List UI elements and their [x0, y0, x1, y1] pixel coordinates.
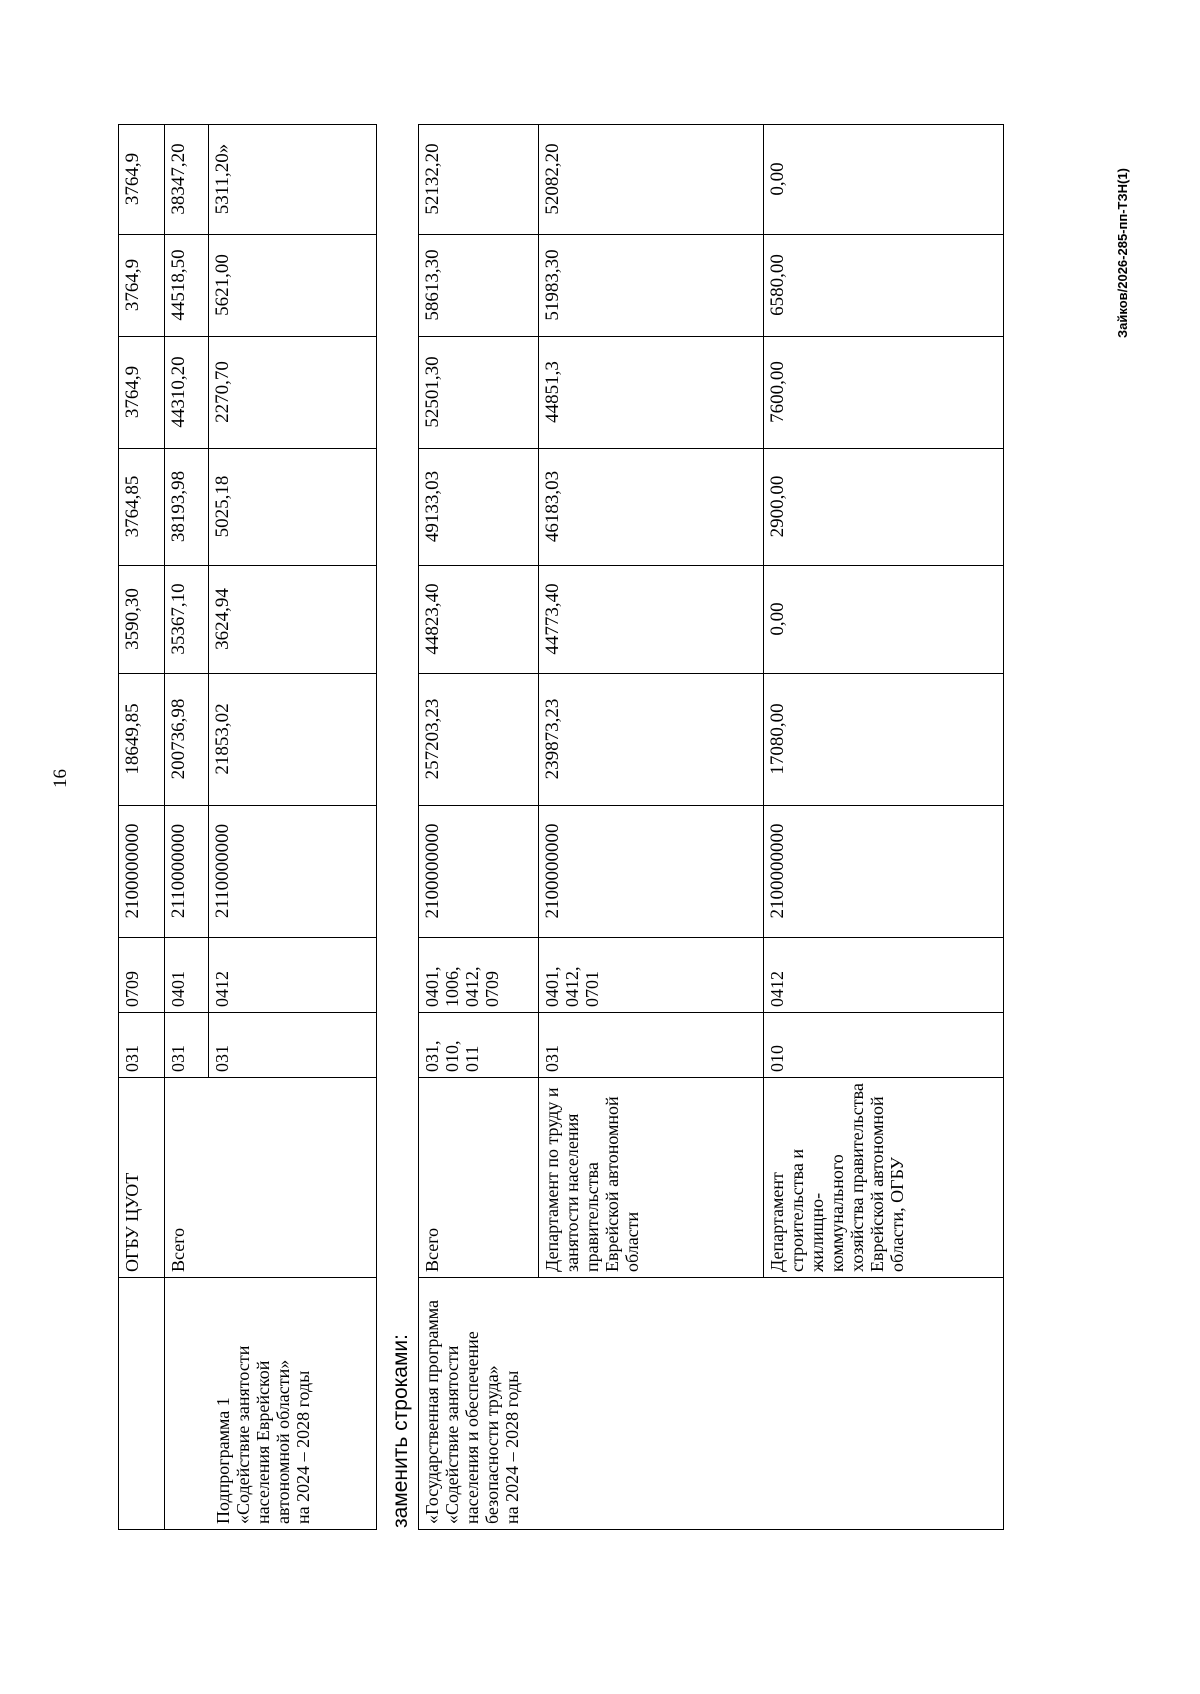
value-cell: 58613,30	[419, 235, 539, 337]
rzpr-cell: 0401, 1006, 0412, 0709	[419, 938, 539, 1013]
csr-cell: 2110000000	[209, 806, 377, 938]
csr-cell: 2110000000	[165, 806, 209, 938]
value-cell: 21853,02	[209, 674, 377, 806]
grbs-cell: 031	[165, 1013, 209, 1078]
value-cell: 44823,40	[419, 566, 539, 674]
executor-cell: Всего	[165, 1078, 377, 1278]
csr-cell: 2100000000	[119, 806, 165, 938]
page-number: 16	[50, 769, 71, 788]
value-cell: 6580,00	[764, 235, 1004, 337]
bottom-table	[418, 124, 1004, 1530]
value-cell: 3764,9	[119, 235, 165, 337]
value-cell: 2900,00	[764, 449, 1004, 566]
value-cell: 49133,03	[419, 449, 539, 566]
value-cell: 3590,30	[119, 566, 165, 674]
executor-cell: Всего	[419, 1078, 539, 1278]
value-cell: 38347,20	[165, 125, 209, 235]
grbs-cell: 031	[539, 1013, 764, 1078]
value-cell: 0,00	[764, 566, 1004, 674]
value-cell: 0,00	[764, 125, 1004, 235]
value-cell: 239873,23	[539, 674, 764, 806]
csr-cell: 2100000000	[539, 806, 764, 938]
rzpr-cell: 0412	[764, 938, 1004, 1013]
value-cell: 44851,3	[539, 337, 764, 449]
document-code: Зайков/2026-285-пп-ТЗН(1)	[1115, 168, 1130, 338]
value-cell: 44310,20	[165, 337, 209, 449]
table-row	[419, 125, 539, 1530]
value-cell: 52501,30	[419, 337, 539, 449]
value-cell: 3764,9	[119, 125, 165, 235]
grbs-cell: 031, 010, 011	[419, 1013, 539, 1078]
value-cell: 44773,40	[539, 566, 764, 674]
rzpr-cell: 0401, 0412, 0701	[539, 938, 764, 1013]
value-cell: 257203,23	[419, 674, 539, 806]
value-cell: 46183,03	[539, 449, 764, 566]
value-cell: 5025,18	[209, 449, 377, 566]
value-cell: 7600,00	[764, 337, 1004, 449]
csr-cell: 2100000000	[419, 806, 539, 938]
rotated-sheet	[118, 78, 1018, 1530]
executor-cell: ОГБУ ЦУОТ	[119, 1078, 165, 1278]
value-cell: 200736,98	[165, 674, 209, 806]
grbs-cell: 031	[119, 1013, 165, 1078]
value-cell: 5621,00	[209, 235, 377, 337]
value-cell: 18649,85	[119, 674, 165, 806]
executor-cell: Департамент строительства и жилищно-коммунального хозяйства правительства Еврейской автономной области, ОГБУ	[764, 1078, 1004, 1278]
value-cell: 2270,70	[209, 337, 377, 449]
program-name-cell: «Государственная программа «Содействие занятости населения и обеспечение безопасности труда» на 2024 – 2028 годы	[419, 1278, 1004, 1530]
replace-caption: заменить строками:	[389, 1334, 412, 1528]
value-cell: 52132,20	[419, 125, 539, 235]
value-cell: 17080,00	[764, 674, 1004, 806]
grbs-cell: 010	[764, 1013, 1004, 1078]
value-cell: 35367,10	[165, 566, 209, 674]
grbs-cell: 031	[209, 1013, 377, 1078]
rzpr-cell: 0412	[209, 938, 377, 1013]
value-cell: 3764,85	[119, 449, 165, 566]
table-row	[165, 125, 209, 1530]
value-cell: 38193,98	[165, 449, 209, 566]
table-row	[119, 125, 165, 1530]
executor-cell: Департамент по труду и занятости населения правительства Еврейской автономной области	[539, 1078, 764, 1278]
rzpr-cell: 0709	[119, 938, 165, 1013]
value-cell: 3764,9	[119, 337, 165, 449]
value-cell: 44518,50	[165, 235, 209, 337]
empty-cell	[119, 1278, 165, 1530]
rzpr-cell: 0401	[165, 938, 209, 1013]
value-cell: 3624,94	[209, 566, 377, 674]
subprogram-name-cell: Подпрограмма 1 «Содействие занятости населения Еврейской автономной области» на 2024 – 2028 годы	[165, 1278, 377, 1530]
value-cell: 51983,30	[539, 235, 764, 337]
value-cell: 52082,20	[539, 125, 764, 235]
csr-cell: 2100000000	[764, 806, 1004, 938]
value-cell: 5311,20»	[209, 125, 377, 235]
top-table	[118, 124, 377, 1530]
